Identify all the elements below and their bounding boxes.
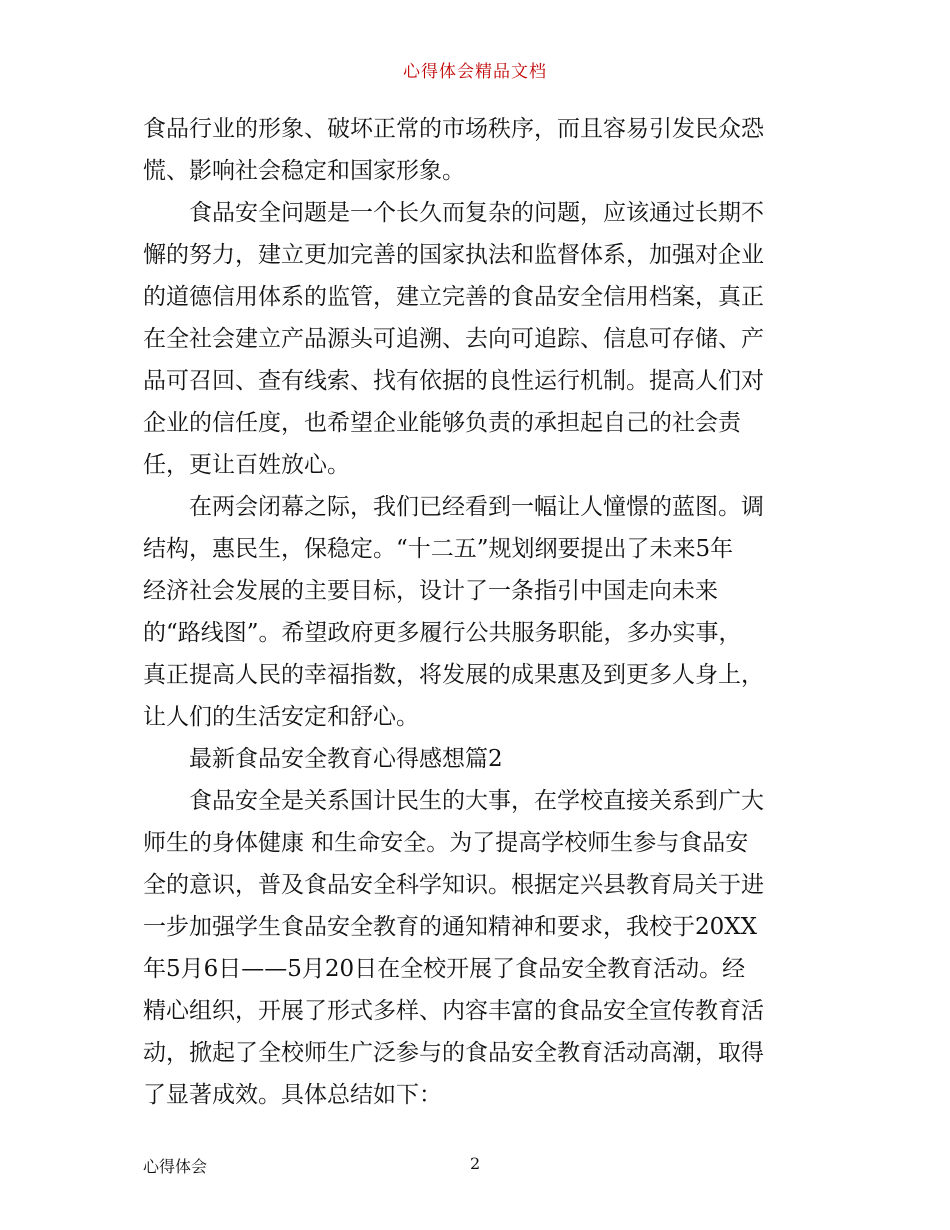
body-line: 慌、影响社会稳定和国家形象。 (143, 158, 465, 184)
body-line: 精心组织，开展了形式多样、内容丰富的食品安全宣传教育活 (143, 998, 764, 1024)
section-heading: 最新食品安全教育心得感想篇2 (189, 746, 503, 772)
body-line: 一步加强学生食品安全教育的通知精神和要求，我校于20XX (143, 914, 758, 940)
body-line: 经济社会发展的主要目标，设计了一条指引中国走向未来 (143, 578, 718, 604)
body-line: 的道德信用体系的监管，建立完善的食品安全信用档案，真正 (143, 284, 764, 310)
body-line: 师生的身体健康 和生命安全。为了提高学校师生参与食品安 (143, 830, 749, 856)
body-line: 让人们的生活安定和舒心。 (143, 704, 419, 730)
body-line: 懈的努力，建立更加完善的国家执法和监督体系，加强对企业 (143, 242, 764, 268)
document-header-title: 心得体会精品文档 (403, 62, 547, 82)
body-line: 了显著成效。具体总结如下： (143, 1082, 442, 1108)
body-line: 的“路线图”。希望政府更多履行公共服务职能，多办实事， (143, 620, 742, 646)
body-line: 任，更让百姓放心。 (143, 452, 350, 478)
body-line: 食品行业的形象、破坏正常的市场秩序，而且容易引发民众恐 (143, 116, 764, 142)
body-line: 动，掀起了全校师生广泛参与的食品安全教育活动高潮，取得 (143, 1040, 764, 1066)
body-line: 企业的信任度，也希望企业能够负责的承担起自己的社会责 (143, 410, 741, 436)
body-line: 真正提高人民的幸福指数，将发展的成果惠及到更多人身上， (143, 662, 764, 688)
paragraph-start-line: 在两会闭幕之际，我们已经看到一幅让人憧憬的蓝图。调 (189, 494, 764, 520)
paragraph-start-line: 食品安全是关系国计民生的大事，在学校直接关系到广大 (189, 788, 764, 814)
document-body (143, 108, 815, 1116)
footer-label: 心得体会 (143, 1157, 208, 1176)
body-line: 年5月6日——5月20日在全校开展了食品安全教育活动。经 (143, 956, 746, 982)
body-line: 在全社会建立产品源头可追溯、去向可追踪、信息可存储、产 (143, 326, 764, 352)
body-line: 全的意识，普及食品安全科学知识。根据定兴县教育局关于进 (143, 872, 764, 898)
body-line: 品可召回、查有线索、找有依据的良性运行机制。提高人们对 (143, 368, 764, 394)
page-number: 2 (470, 1154, 481, 1173)
body-line: 结构，惠民生，保稳定。“十二五”规划纲要提出了未来5年 (143, 536, 734, 562)
paragraph-start-line: 食品安全问题是一个长久而复杂的问题，应该通过长期不 (189, 200, 764, 226)
